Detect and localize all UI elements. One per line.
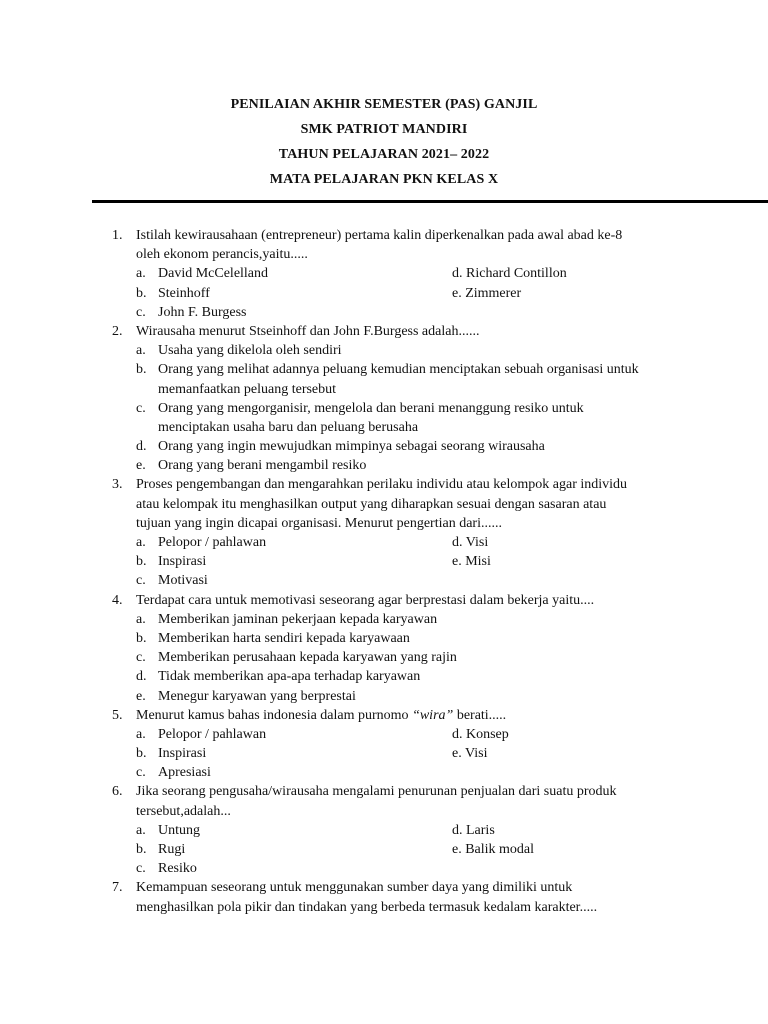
option-letter: b. xyxy=(136,630,147,646)
option-letter: c. xyxy=(136,861,146,877)
option-e: e. Visi xyxy=(452,746,488,762)
question-text: Wirausaha menurut Stseinhoff dan John F.Burgess adalah...... xyxy=(136,323,480,339)
option-b: Inspirasi xyxy=(158,746,207,762)
option-b: Rugi xyxy=(158,842,186,857)
question-text: atau kelompak itu menghasilkan output yang diharapkan sesuai dengan sasaran atau xyxy=(136,496,607,512)
question-text: Kemampuan seseorang untuk menggunakan sumber daya yang dimiliki untuk xyxy=(136,880,573,896)
option-row xyxy=(0,744,768,763)
option-letter: a. xyxy=(136,266,146,282)
option-e: e. Zimmerer xyxy=(452,285,522,301)
exam-title: PENILAIAN AKHIR SEMESTER (PAS) GANJIL xyxy=(230,97,538,112)
option-row xyxy=(0,571,768,590)
question-number: 2. xyxy=(112,323,123,339)
option-row xyxy=(0,360,768,379)
question-text: Menurut kamus bahas indonesia dalam purnomo “wira” berati..... xyxy=(136,707,507,723)
option-letter: b. xyxy=(136,746,147,762)
option-a: Memberikan jaminan pekerjaan kepada karyawan xyxy=(158,611,438,627)
school-name: SMK PATRIOT MANDIRI xyxy=(300,122,468,137)
option-b-continued: memanfaatkan peluang tersebut xyxy=(158,381,337,397)
question-list xyxy=(0,226,768,917)
option-e: e. Misi xyxy=(452,554,491,570)
option-b: Orang yang melihat adannya peluang kemudian menciptakan sebuah organisasi untuk xyxy=(158,362,639,378)
option-row xyxy=(0,687,768,706)
option-letter: d. xyxy=(136,439,147,455)
option-d: d. Konsep xyxy=(452,726,509,742)
option-letter: c. xyxy=(136,765,146,781)
option-b: Steinhoff xyxy=(158,285,210,301)
option-row xyxy=(0,610,768,629)
option-letter: e. xyxy=(136,458,146,474)
option-d: Orang yang ingin mewujudkan mimpinya sebagai seorang wirausaha xyxy=(158,439,545,455)
option-c: Memberikan perusahaan kepada karyawan yang rajin xyxy=(158,650,457,666)
question-number: 6. xyxy=(112,784,123,800)
option-row xyxy=(0,456,768,475)
option-row xyxy=(0,840,768,859)
option-row xyxy=(0,533,768,552)
option-a: Pelopor / pahlawan xyxy=(158,535,267,550)
question-4-line xyxy=(0,591,768,610)
option-row xyxy=(0,399,768,418)
option-b: Memberikan harta sendiri kepada karyawaan xyxy=(158,630,410,646)
question-text: Jika seorang pengusaha/wirausaha mengalami penurunan penjualan dari suatu produk xyxy=(136,784,617,800)
option-letter: a. xyxy=(136,343,146,359)
option-row xyxy=(0,763,768,782)
question-text: Istilah kewirausahaan (entrepreneur) pertama kalin diperkenalkan pada awal abad ke-8 xyxy=(136,228,623,243)
question-number: 1. xyxy=(112,228,123,243)
option-d: d. Richard Contillon xyxy=(452,266,567,282)
option-d: Tidak memberikan apa-apa terhadap karyawan xyxy=(158,669,421,685)
option-c: Resiko xyxy=(158,861,197,877)
option-row xyxy=(0,341,768,360)
question-2-line xyxy=(0,322,768,341)
question-5-line xyxy=(0,706,768,725)
question-7-line xyxy=(0,878,768,897)
question-number: 7. xyxy=(112,880,123,896)
italic-term: “wira” xyxy=(412,707,454,723)
option-row xyxy=(0,629,768,648)
option-letter: c. xyxy=(136,650,146,666)
question-6-line xyxy=(0,782,768,801)
option-c: Motivasi xyxy=(158,573,208,589)
question-1-line xyxy=(0,226,768,245)
question-text: Terdapat cara untuk memotivasi seseorang agar berprestasi dalam bekerja yaitu.... xyxy=(136,592,595,608)
option-e: Menegur karyawan yang berprestai xyxy=(158,688,356,704)
option-letter: d. xyxy=(136,669,147,685)
question-number: 5. xyxy=(112,707,123,723)
question-3-line xyxy=(0,475,768,494)
subject-title: MATA PELAJARAN PKN KELAS X xyxy=(269,172,499,187)
option-a: Usaha yang dikelola oleh sendiri xyxy=(158,343,342,359)
option-letter: b. xyxy=(136,285,147,301)
option-row xyxy=(0,667,768,686)
question-text: Proses pengembangan dan mengarahkan perilaku individu atau kelompok agar individu xyxy=(136,477,628,493)
option-letter: a. xyxy=(136,726,146,742)
option-a: David McCelelland xyxy=(158,266,269,282)
option-d: d. Visi xyxy=(452,535,489,550)
question-text: oleh ekonom perancis,yaitu..... xyxy=(136,247,308,263)
option-row xyxy=(0,264,768,283)
option-d: d. Laris xyxy=(452,822,495,838)
exam-header xyxy=(0,92,768,192)
option-c: Orang yang mengorganisir, mengelola dan berani menanggung resiko untuk xyxy=(158,400,584,416)
option-row xyxy=(0,648,768,667)
option-letter: c. xyxy=(136,304,146,320)
option-letter: b. xyxy=(136,842,147,857)
option-row xyxy=(0,552,768,571)
header-divider xyxy=(92,200,768,203)
question-number: 4. xyxy=(112,592,123,608)
option-letter: c. xyxy=(136,400,146,416)
option-e: Orang yang berani mengambil resiko xyxy=(158,458,367,474)
option-letter: a. xyxy=(136,611,146,627)
option-row xyxy=(0,725,768,744)
option-letter: a. xyxy=(136,822,146,838)
option-row xyxy=(0,284,768,303)
option-letter: b. xyxy=(136,554,147,570)
option-letter: c. xyxy=(136,573,146,589)
question-number: 3. xyxy=(112,477,123,493)
option-e: e. Balik modal xyxy=(452,842,535,857)
question-text: tersebut,adalah... xyxy=(136,803,231,819)
option-letter: b. xyxy=(136,362,147,378)
option-row xyxy=(0,437,768,456)
option-row xyxy=(0,303,768,322)
option-a: Pelopor / pahlawan xyxy=(158,726,267,742)
question-text: menghasilkan pola pikir dan tindakan yang berbeda termasuk kedalam karakter..... xyxy=(136,899,598,915)
option-letter: e. xyxy=(136,688,146,704)
option-letter: a. xyxy=(136,535,146,550)
question-text: tujuan yang ingin dicapai organisasi. Menurut pengertian dari...... xyxy=(136,515,502,531)
option-a: Untung xyxy=(158,822,200,838)
option-row xyxy=(0,821,768,840)
option-b: Inspirasi xyxy=(158,554,207,570)
academic-year: TAHUN PELAJARAN 2021– 2022 xyxy=(278,147,490,162)
option-c-continued: menciptakan usaha baru dan peluang berusaha xyxy=(158,419,419,435)
option-c: Apresiasi xyxy=(158,765,211,781)
option-c: John F. Burgess xyxy=(158,304,247,320)
option-row xyxy=(0,859,768,878)
